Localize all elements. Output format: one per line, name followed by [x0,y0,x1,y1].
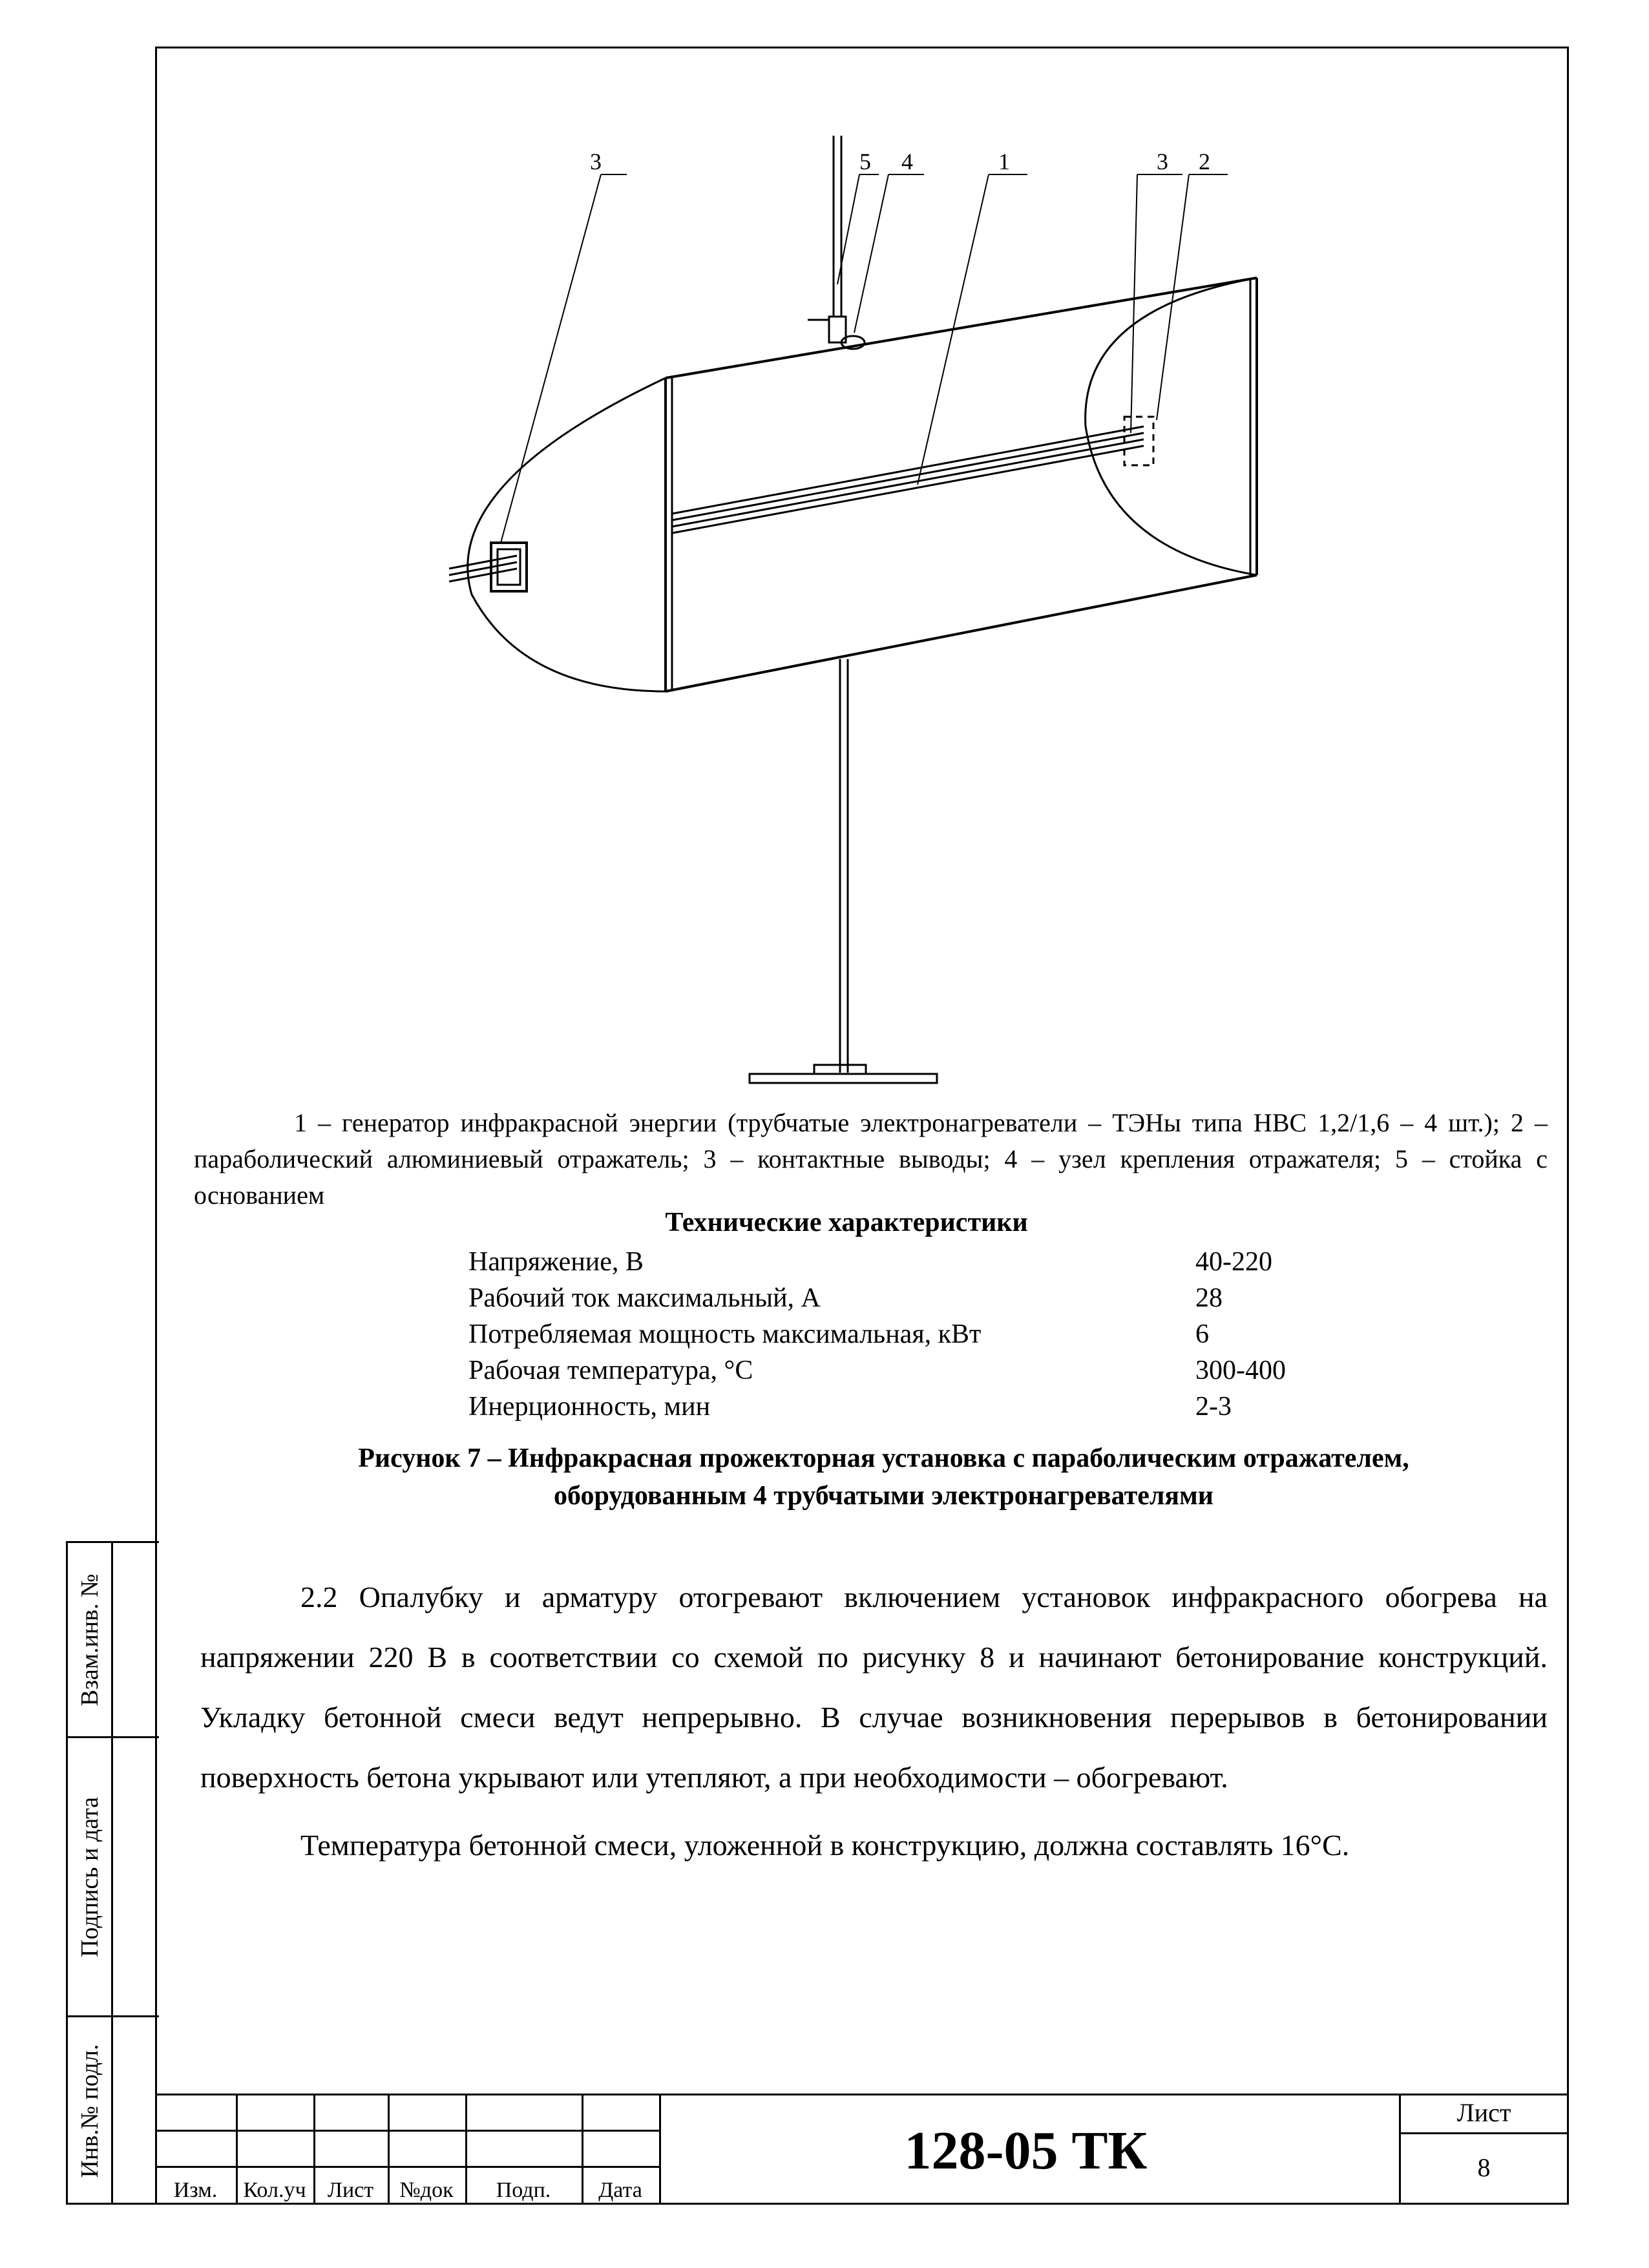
tb-col-kolich: Кол.уч [243,2178,306,2202]
callout-2: 2 [1199,149,1210,174]
spec-value: 40-220 [1195,1247,1272,1277]
figure-caption [194,1440,1573,1515]
heating-tubes [672,426,1144,533]
specs-row [468,1352,1373,1389]
tb-col-data: Дата [598,2178,642,2202]
back-parabola [1086,278,1257,575]
specs-row [468,1244,1373,1280]
specs-table [468,1244,1373,1425]
side-stamp [66,1541,159,2205]
specs-title: Технические характеристики [665,1208,1028,1237]
callout-5: 5 [859,149,871,174]
spec-label: Потребляемая мощность максимальная, кВт [468,1319,982,1349]
side-label-vzam: Взам.инв. № [76,1573,103,1706]
tb-col-list: Лист [327,2178,374,2202]
left-terminal-2 [449,562,517,575]
specs-row [468,1280,1373,1316]
title-block [155,2094,1569,2205]
callout-3-right: 3 [1157,149,1168,174]
paragraph-2-2: 2.2 Опалубку и арматуру отогревают включением установок инфракрасного обогрева на напряжении 220 В в соответствии со схемой по рисунку 8 и начинают бетонирование конструкций. Укладку бетонной смеси ведут непрерывно. В случае возникновения перерывов в бетонировании поверхность бетона укрывают или утепляют, а при необходимости – обогревают. [200,1580,1548,1794]
legend-text: 1 – генератор инфракрасной энергии (трубчатые электронагреватели – ТЭНы типа НВС 1,2/1,6 – 4 шт.); 2 – параболический алюминиевый отражатель; 3 – контактные выводы; 4 – узел крепления отражателя; 5 – стойка с основанием [194,1108,1548,1210]
leader-lines [501,174,1228,543]
drawing-svg [388,123,1325,1098]
spec-label: Рабочий ток максимальный, А [468,1283,821,1313]
spec-label: Рабочая температура, °С [468,1356,753,1385]
side-row-podpis [68,1738,159,2017]
left-contact-box-inner [498,549,520,585]
spec-value: 28 [1195,1283,1223,1313]
bottom-edge [666,575,1257,691]
spec-label: Напряжение, В [468,1247,644,1277]
spec-value: 6 [1195,1319,1209,1349]
front-parabola [468,378,666,691]
side-label-inv: Инв.№ подл. [76,2044,103,2178]
sheet-number: 8 [1477,2153,1491,2182]
side-row-inv [68,2017,159,2205]
side-row-vzam [68,1543,159,1738]
body-text [200,1567,1548,1875]
spec-label: Инерционность, мин [468,1392,711,1422]
tb-col-ndok: №док [399,2178,454,2202]
figure-caption-line-1: Рисунок 7 – Инфракрасная прожекторная установка с параболическим отражателем, [358,1444,1409,1473]
left-terminal-1 [449,556,517,569]
figure-legend [194,1105,1548,1213]
ir-projector-drawing [388,123,1325,1098]
spec-value: 300-400 [1195,1356,1286,1385]
paragraph-temperature: Температура бетонной смеси, уложенной в конструкцию, должна составлять 16°С. [300,1829,1350,1862]
callout-1: 1 [998,149,1010,174]
specs-row [468,1316,1373,1352]
document-code: 128-05 ТК [904,2121,1148,2181]
stand-base [750,1074,937,1083]
specs-row [468,1389,1373,1425]
left-terminal-3 [449,569,517,582]
sheet-label: Лист [1456,2098,1511,2127]
callout-3-left: 3 [590,149,602,174]
side-label-podpis: Подпись и дата [76,1796,103,1957]
tb-col-podp: Подп. [496,2178,551,2202]
tb-col-izm: Изм. [173,2178,218,2202]
spec-value: 2-3 [1195,1392,1232,1422]
callout-4: 4 [901,149,913,174]
figure-caption-line-2: оборудованным 4 трубчатыми электронагревателями [554,1481,1213,1511]
